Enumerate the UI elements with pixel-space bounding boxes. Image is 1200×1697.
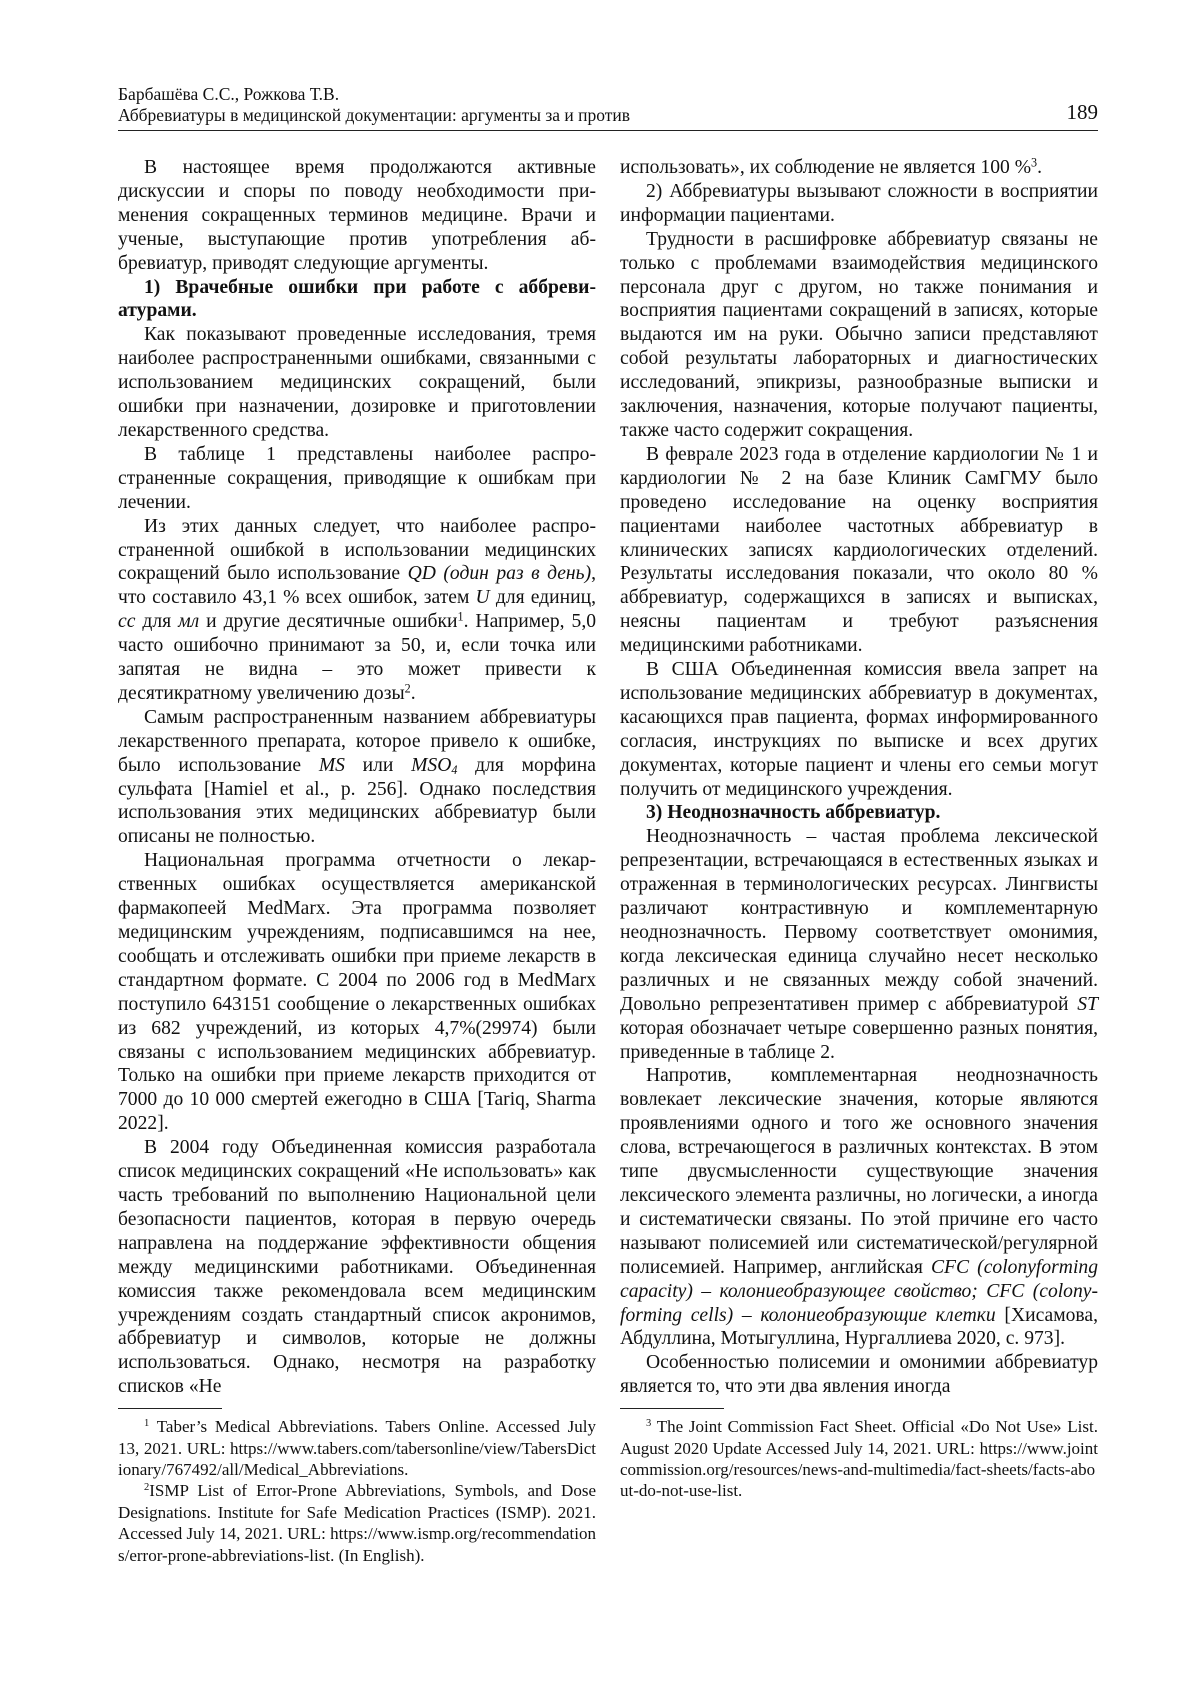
- left-column: [118, 156, 596, 1566]
- footnote-3-link[interactable]: https://www.jointcommission.org/resources/news-and-multimedia/fact-sheets/facts-about-do-not-use-list.: [620, 1438, 1098, 1501]
- footnote-rule-right: [620, 1408, 724, 1409]
- footnote-ref-1[interactable]: 1: [457, 609, 464, 624]
- running-header: [118, 84, 1098, 126]
- term-qd: QD (один раз в день): [407, 563, 592, 585]
- term-cc: cc: [118, 611, 136, 633]
- header-authors: Барбашёва С.С., Рожкова Т.В.: [118, 84, 340, 104]
- right-paragraph-5: В США Объединенная комиссия ввела запрет на использование медицинских аббревиатур в документах, касающихся прав пациента, формах информированного согласия, инструкциях по выписке и всех других документах, которые пациент и члены его семьи могут получить от медицинского учреждения.: [620, 659, 1098, 800]
- term-st: ST: [1077, 993, 1098, 1015]
- left-paragraph-3: В таблице 1 представлены наиболее распространенные сокращения, приводящие к ошибкам при лечении.: [118, 443, 596, 513]
- right-paragraph-3: Трудности в расшифровке аббревиатур связаны не только с проблемами взаимодействия медицинского персонала друг с другом, но также понимания и восприятия пациентами сокращений в записях, которые выдаются им на руки. Обычно записи представляют собой результаты лабораторных и диагностических исследований, эпикризы, разнообразные выписки и заключения, назначения, которые получают пациенты, также часто содержит сокращения.: [620, 228, 1098, 441]
- left-paragraph-5: Самым распространенным названием аббревиатуры лекарственного препарата, которое привело к ошибке, было использование MS или $MSO_4$ для морфина сульфата [Hamiel et al., p. 256]. Однако последствия использования этих медицинских аббревиатур были описаны не полностью.: [118, 706, 596, 848]
- left-paragraph-2: Как показывают проведенные исследования, тремя наиболее распространенными ошибками, связанными с использованием медицинских сокращений, были ошибки при назначении, дозировке и приготовлении лекарственного средства.: [118, 324, 596, 441]
- footnote-2: $^2$ISMP List of Error-Prone Abbreviations, Symbols, and Dose Designations. Institute for Safe Medication Practices (ISMP). 2021. Accessed July 14, 2021. URL: https://www.ismp.org/recommendations/error-prone-abbreviations-list. (In English).: [118, 1481, 596, 1565]
- term-cfc: CFC (colonyforming capacity) – колониеобразующее свойство; CFC (colonyforming cells) – колониеобразующие клетки: [620, 1256, 1098, 1326]
- left-paragraph-6: Национальная программа отчетности о лекарственных ошибках осуществляется американской фармакопеей MedMarx. Эта программа позволяет медицинским учреждениям, подписавшимся на нее, сообщать и отслеживать ошибки при приеме лекарств в стандартном формате. С 2004 по 2006 год в MedMarx поступило 643151 сообщение о лекарственных ошибках из 682 учреждений, из которых 4,7%(29974) были связаны с использованием медицинских аббревиатур. Только на ошибки при приеме лекарств приходится от 7000 до 10 000 смертей ежегодно в США [Tariq, Sharma 2022].: [118, 850, 596, 1135]
- right-paragraph-1: использовать», их соблюдение не является 100 %$^3$.: [620, 155, 1043, 178]
- footnote-3: $^3$ The Joint Commission Fact Sheet. Official «Do Not Use» List. August 2020 Update Accessed July 14, 2021. URL: https://www.jointcommission.org/resources/news-and-multimedia/fact-sheets/facts-about-do-not-use-list.: [620, 1417, 1098, 1501]
- right-paragraph-6: Неоднозначность – частая проблема лексической репрезентации, встречающаяся в естественных языках и отраженная в терминологических ресурсах. Лингвисты различают контрастивную и комплементарную неоднозначность. Первому соответствует омонимия, когда лексическая единица случайно несет несколько различных и не связанных между собой значений. Довольно репрезентативен пример с аббревиатурой ST которая обозначает четыре совершенно разных понятия, приведенные в таблице 2.: [620, 826, 1098, 1063]
- term-u: U: [475, 587, 490, 609]
- footnote-2-link[interactable]: https://www.ismp.org/recommendations/error-prone-abbreviations-list.: [118, 1524, 596, 1565]
- left-paragraph-4: Из этих данных следует, что наиболее распространенной ошибкой в использовании медицинских сокращений было использование QD (один раз в день), что составило 43,1 % всех ошибок, затем U для единиц, cc для мл и другие десятичные ошибки$^1$. Например, 5,0 часто ошибочно принимают за 50, и, если точка или запятая не видна – это может привести к десятикратному увеличению дозы$^2$.: [118, 515, 597, 704]
- footnote-ref-3[interactable]: 3: [1031, 155, 1038, 170]
- section-heading-3: 3) Неоднозначность аббревиатур.: [646, 802, 941, 824]
- term-mso4: $MSO_4$: [411, 754, 458, 777]
- right-paragraph-2: 2) Аббревиатуры вызывают сложности в восприятии информации пациентами.: [620, 180, 1098, 226]
- right-column: [620, 156, 1098, 1502]
- left-paragraph-7: В 2004 году Объединенная комиссия разработала список медицинских сокращений «Не использовать» как часть требований по выполнению Национальной цели безопасности пациентов, которая в первую очередь направлена на поддержание эффективности общения между медицинскими работниками. Объединенная комиссия также рекомендовала всем медицинским учреждениям создать стандартный список акронимов, аббревиатур и символов, которые не должны использоваться. Однако, несмотря на разработку списков «Не: [118, 1137, 596, 1398]
- term-ms: MS: [318, 754, 345, 776]
- right-paragraph-4: В феврале 2023 года в отделение кардиологии № 1 и кардиологии № 2 на базе Клиник СамГМУ было проведено исследование на оценку восприятия пациентами наиболее частотных аббревиатур в клинических записях кардиологических отделений. Результаты исследования показали, что около 80 % аббревиатур, содержащихся в записях и выписках, неясны пациентам и требуют разъяснения медицинскими работниками.: [620, 443, 1098, 657]
- section-heading-1: 1) Врачебные ошибки при работе с аббревиатурами.: [118, 276, 596, 322]
- right-paragraph-7: Напротив, комплементарная неоднозначность вовлекает лексические значения, которые являются проявлениями одного и того же основного значения слова, встречающегося в различных контекстах. В этом типе двусмысленности существующие значения лексического элемента различны, но логически, а иногда и систематически связаны. По этой причине его часто называют полисемией или систематической/регулярной полисемией. Например, английская CFC (colonyforming capacity) – колониеобразующее свойство; CFC (colonyforming cells) – колониеобразующие клетки [Хисамова, Абдуллина, Мотыгуллина, Нургаллиева 2020, с. 973].: [620, 1065, 1098, 1350]
- footnote-ref-2[interactable]: 2: [404, 681, 411, 696]
- term-ml: мл: [178, 611, 200, 633]
- footnote-1-link[interactable]: https://www.tabers.com/tabersonline/view/TabersDictionary/767492/all/Medical_Abbreviations.: [118, 1438, 596, 1479]
- right-paragraph-8: Особенностью полисемии и омонимии аббревиатур является то, что эти два явления иногда: [620, 1352, 1098, 1398]
- footnote-rule: [118, 1408, 222, 1409]
- footnote-1: $^1$ Taber’s Medical Abbreviations. Tabers Online. Accessed July 13, 2021. URL: https://www.tabers.com/tabersonline/view/TabersDictionary/767492/all/Medical_Abbreviations.: [118, 1417, 596, 1479]
- page-number: 189: [1066, 100, 1098, 124]
- left-paragraph-1: В настоящее время продолжаются активные дискуссии и споры по поводу необходимости применения сокращенных терминов медицине. Врачи и ученые, выступающие против употребления аббревиатур, приводят следующие аргументы.: [118, 157, 596, 274]
- header-title: Аббревиатуры в медицинской документации: аргументы за и против: [118, 105, 631, 125]
- header-rule: [118, 130, 1098, 131]
